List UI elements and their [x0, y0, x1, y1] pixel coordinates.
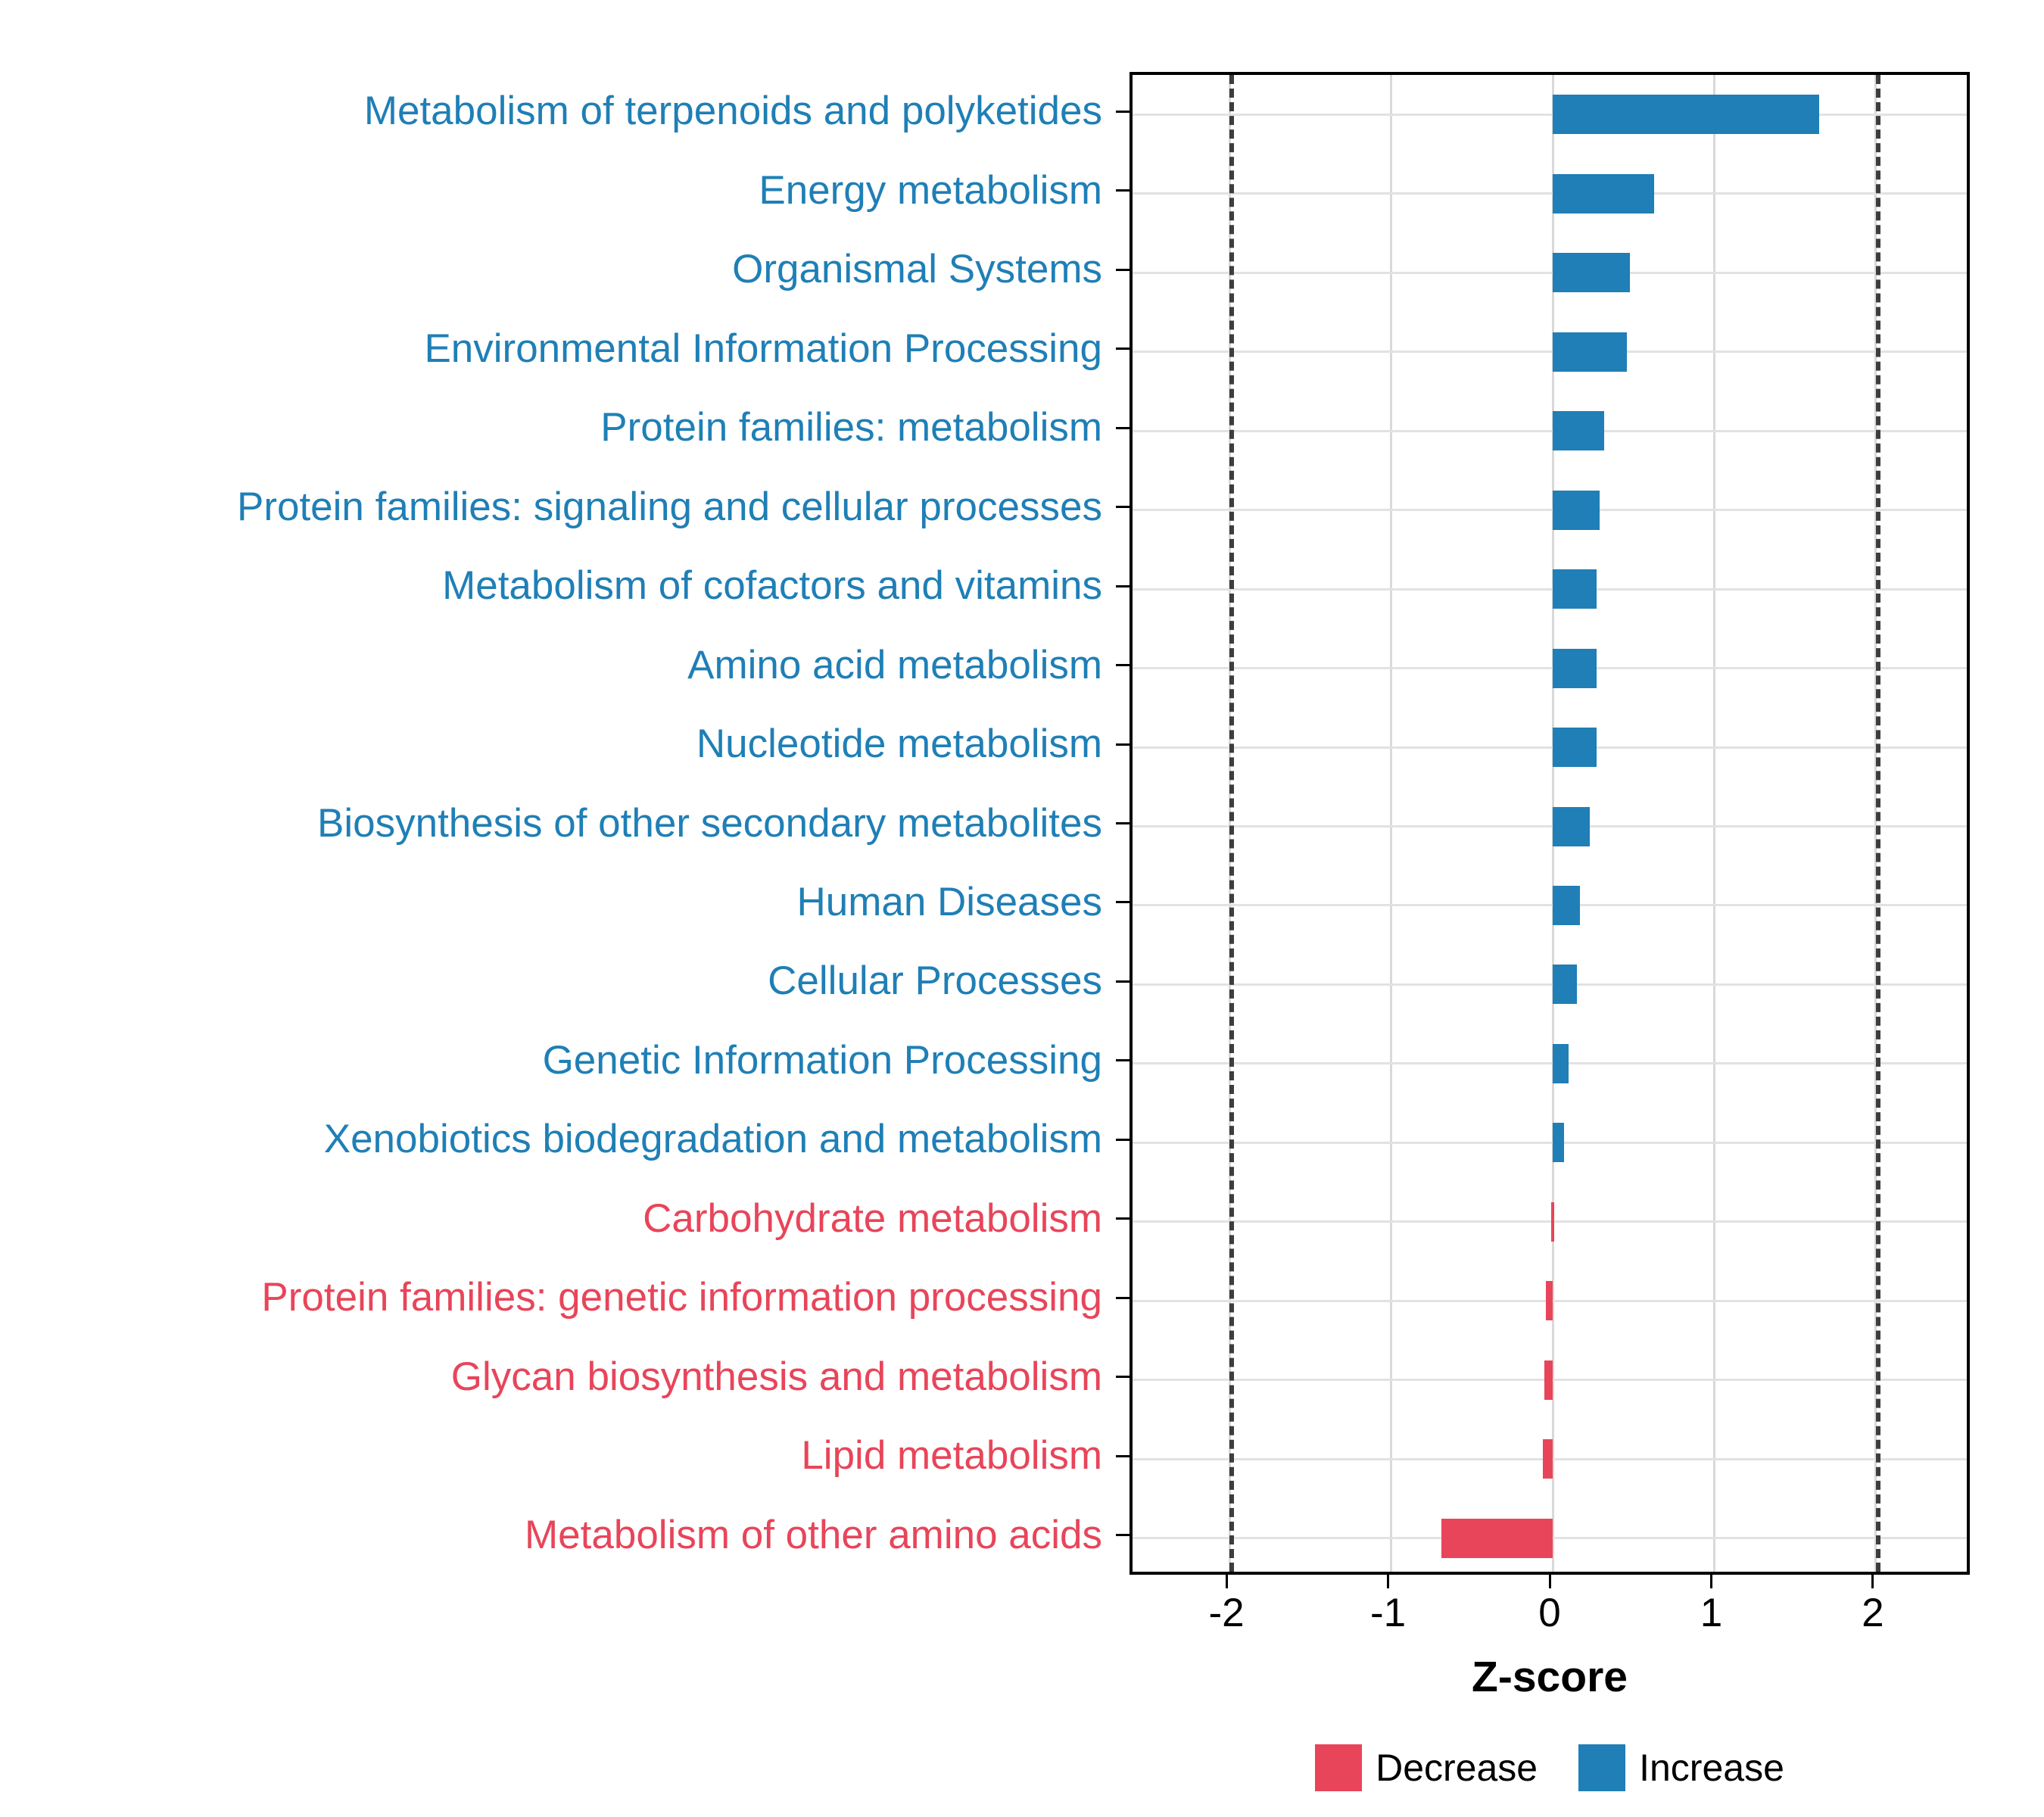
- gridline-horizontal: [1133, 983, 1967, 986]
- bar: [1553, 569, 1597, 609]
- y-axis-tick: [1116, 1059, 1129, 1061]
- y-axis-label: Carbohydrate metabolism: [643, 1195, 1102, 1241]
- y-axis-tick: [1116, 269, 1129, 271]
- gridline-horizontal: [1133, 351, 1967, 353]
- legend-label-decrease: Decrease: [1376, 1747, 1538, 1789]
- bar: [1553, 728, 1597, 767]
- bar: [1553, 411, 1604, 450]
- y-axis-label: Xenobiotics biodegradation and metabolism: [323, 1117, 1102, 1162]
- x-axis-tick: [1549, 1575, 1551, 1588]
- bar: [1544, 1360, 1553, 1400]
- legend-swatch-decrease: [1315, 1744, 1362, 1791]
- gridline-horizontal: [1133, 588, 1967, 591]
- y-axis-tick: [1116, 1534, 1129, 1536]
- bar: [1553, 965, 1577, 1004]
- x-axis-tick-label: 2: [1862, 1591, 1884, 1635]
- y-axis-tick: [1116, 111, 1129, 113]
- y-axis-label: Protein families: genetic information processing: [261, 1275, 1102, 1320]
- reference-line: [1876, 75, 1880, 1572]
- y-axis-label: Nucleotide metabolism: [696, 722, 1102, 767]
- gridline-vertical: [1713, 75, 1715, 1572]
- x-axis-tick-label: 1: [1700, 1591, 1723, 1635]
- bar: [1551, 1202, 1554, 1242]
- y-axis-tick: [1116, 1297, 1129, 1299]
- bar: [1441, 1519, 1553, 1558]
- gridline-horizontal: [1133, 114, 1967, 116]
- bar: [1543, 1439, 1553, 1479]
- y-axis-tick: [1116, 1376, 1129, 1378]
- bar: [1553, 253, 1630, 292]
- y-axis-tick: [1116, 901, 1129, 903]
- gridline-horizontal: [1133, 825, 1967, 827]
- bar: [1553, 1044, 1569, 1083]
- y-axis-tick: [1116, 189, 1129, 192]
- gridline-horizontal: [1133, 904, 1967, 906]
- y-axis-tick: [1116, 1455, 1129, 1457]
- y-axis-label: Lipid metabolism: [801, 1433, 1102, 1479]
- y-axis-label: Biosynthesis of other secondary metabolites: [317, 800, 1102, 846]
- y-axis-label: Metabolism of cofactors and vitamins: [442, 563, 1102, 609]
- y-axis-tick: [1116, 980, 1129, 983]
- gridline-horizontal: [1133, 192, 1967, 195]
- x-axis-tick-label: -2: [1208, 1591, 1245, 1635]
- reference-line: [1229, 75, 1234, 1572]
- y-axis-tick: [1116, 348, 1129, 350]
- gridline-horizontal: [1133, 272, 1967, 274]
- legend: [1129, 1741, 1970, 1794]
- y-axis-label: Glycan biosynthesis and metabolism: [450, 1354, 1102, 1399]
- y-axis-label: Protein families: metabolism: [600, 405, 1102, 450]
- x-axis-tick: [1710, 1575, 1712, 1588]
- bar: [1553, 174, 1654, 213]
- legend-item-increase: [1578, 1744, 1784, 1791]
- x-axis-tick: [1871, 1575, 1874, 1588]
- gridline-vertical: [1390, 75, 1392, 1572]
- gridline-horizontal: [1133, 1220, 1967, 1223]
- bar: [1553, 1123, 1564, 1162]
- gridline-horizontal: [1133, 746, 1967, 749]
- legend-swatch-increase: [1578, 1744, 1625, 1791]
- y-axis-tick: [1116, 1217, 1129, 1220]
- bar: [1553, 491, 1600, 530]
- gridline-horizontal: [1133, 1062, 1967, 1064]
- y-axis-tick: [1116, 506, 1129, 508]
- gridline-horizontal: [1133, 430, 1967, 432]
- y-axis-tick: [1116, 743, 1129, 746]
- gridline-horizontal: [1133, 667, 1967, 669]
- x-axis-tick: [1387, 1575, 1389, 1588]
- bar: [1553, 807, 1590, 846]
- y-axis-label: Energy metabolism: [759, 167, 1102, 213]
- legend-label-increase: Increase: [1639, 1747, 1784, 1789]
- y-axis-tick: [1116, 1139, 1129, 1141]
- legend-item-decrease: [1315, 1744, 1538, 1791]
- bar: [1553, 649, 1597, 688]
- y-axis-label: Organismal Systems: [732, 247, 1102, 292]
- bar: [1553, 95, 1819, 134]
- x-axis-tick-label: -1: [1369, 1591, 1407, 1635]
- x-axis-tick-label: 0: [1538, 1591, 1561, 1635]
- x-axis-title: Z-score: [1472, 1653, 1628, 1701]
- x-axis-tick: [1226, 1575, 1228, 1588]
- y-axis-tick: [1116, 822, 1129, 824]
- y-axis-labels: [0, 72, 1120, 1575]
- gridline-horizontal: [1133, 509, 1967, 511]
- plot-panel: [1129, 72, 1970, 1575]
- bar: [1553, 886, 1580, 925]
- y-axis-tick: [1116, 664, 1129, 666]
- y-axis-label: Genetic Information Processing: [542, 1037, 1102, 1083]
- y-axis-label: Human Diseases: [796, 879, 1102, 924]
- y-axis-label: Amino acid metabolism: [687, 642, 1102, 687]
- y-axis-label: Environmental Information Processing: [424, 326, 1102, 371]
- gridline-horizontal: [1133, 1142, 1967, 1144]
- bar: [1553, 332, 1627, 372]
- y-axis-label: Metabolism of terpenoids and polyketides: [363, 89, 1102, 134]
- bar: [1546, 1281, 1553, 1320]
- y-axis-label: Protein families: signaling and cellular processes: [236, 484, 1102, 529]
- y-axis-tick: [1116, 427, 1129, 429]
- y-axis-label: Cellular Processes: [768, 958, 1102, 1004]
- y-axis-tick: [1116, 585, 1129, 587]
- y-axis-label: Metabolism of other amino acids: [525, 1512, 1102, 1557]
